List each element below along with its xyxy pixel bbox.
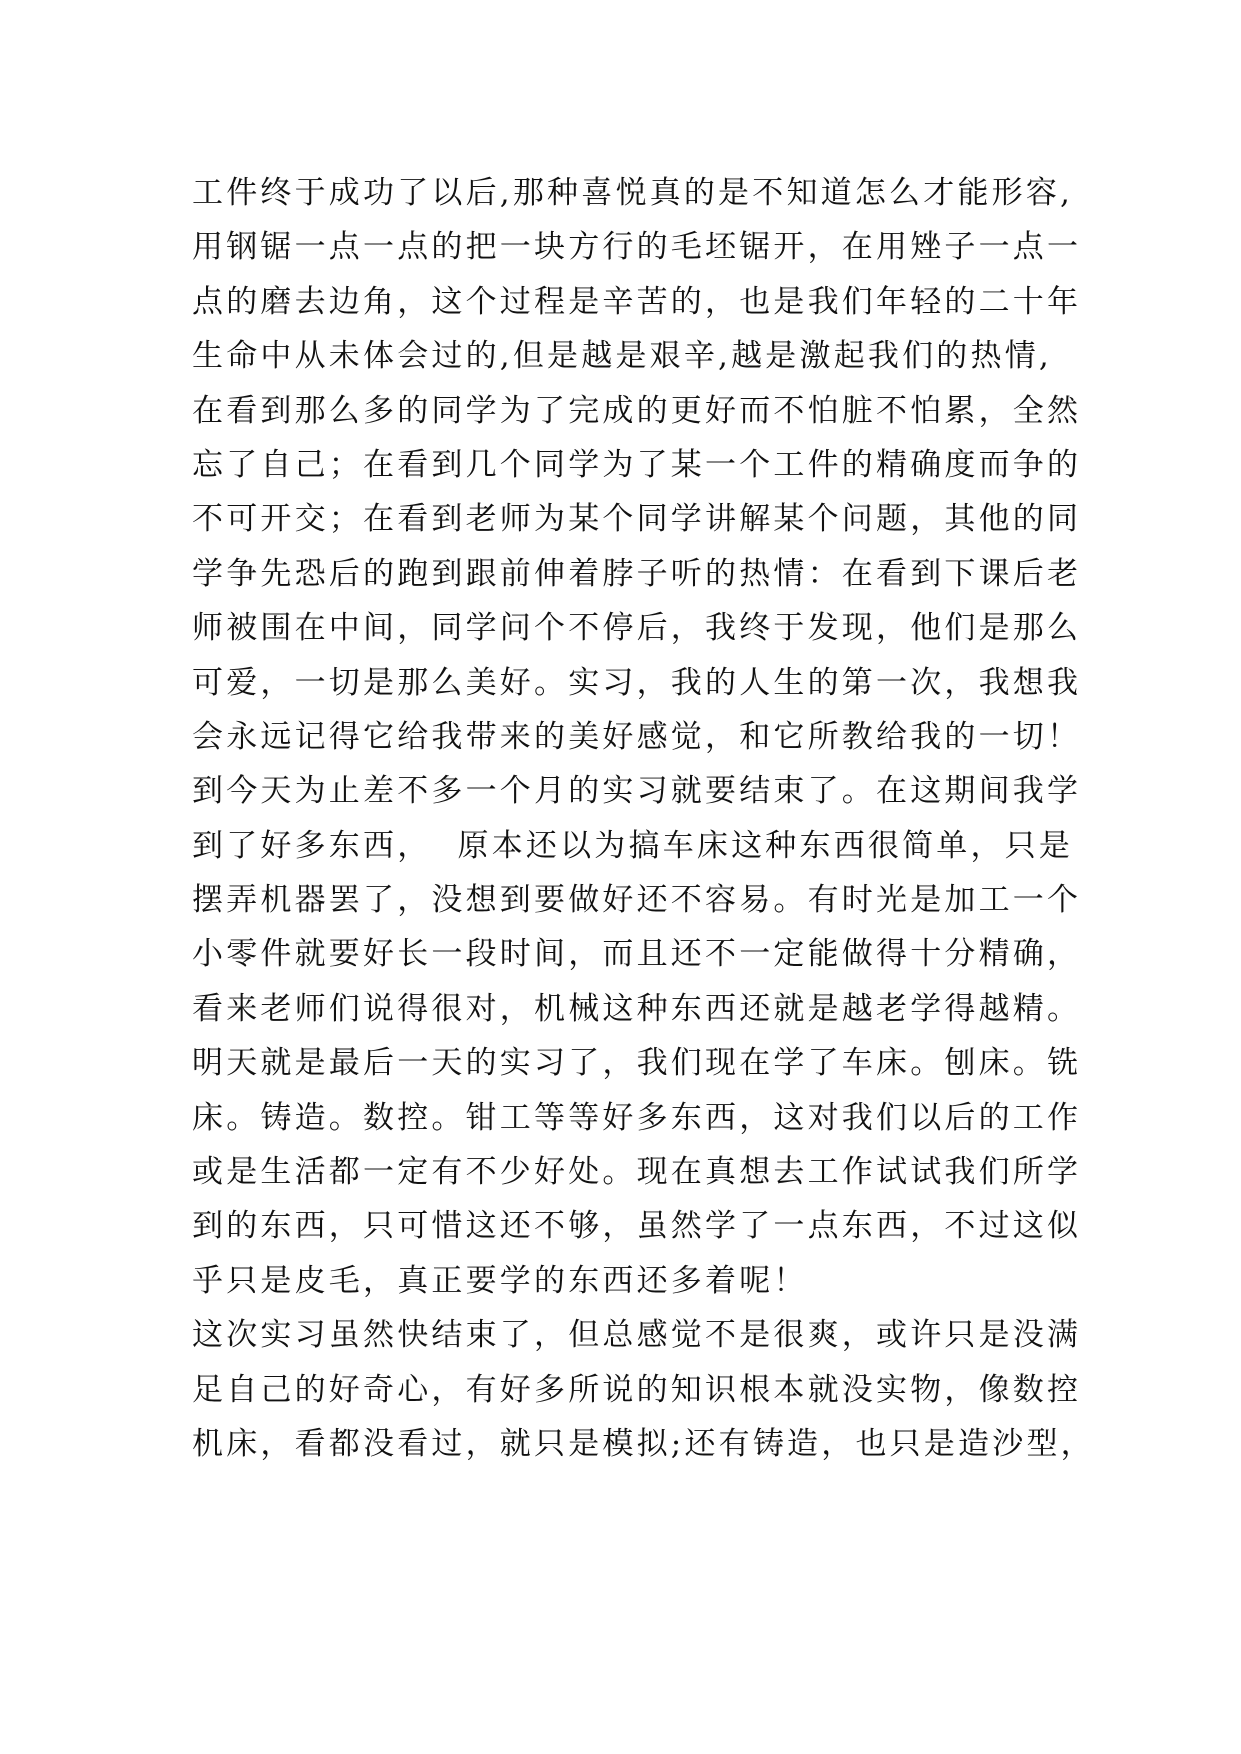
text-line: 会永远记得它给我带来的美好感觉，和它所教给我的一切！ (192, 718, 1082, 755)
text-line: 用钢锯一点一点的把一块方行的毛坯锯开，在用矬子一点一 (192, 229, 1082, 266)
text-line: 到今天为止差不多一个月的实习就要结束了。在这期间我学 (192, 773, 1082, 810)
text-line: 可爱，一切是那么美好。实习，我的人生的第一次，我想我 (192, 664, 1082, 701)
text-line: 不可开交；在看到老师为某个同学讲解某个问题，其他的同 (192, 501, 1082, 538)
text-line: 乎只是皮毛，真正要学的东西还多着呢！ (192, 1262, 808, 1299)
body-text (192, 166, 1095, 1471)
text-line: 小零件就要好长一段时间，而且还不一定能做得十分精确， (192, 936, 1082, 973)
text-line: 忘了自己；在看到几个同学为了某一个工件的精确度而争的 (192, 446, 1082, 483)
text-line: 摆弄机器罢了，没想到要做好还不容易。有时光是加工一个 (192, 882, 1082, 919)
text-line: 师被围在中间，同学问个不停后，我终于发现，他们是那么 (192, 610, 1082, 647)
text-line: 在看到那么多的同学为了完成的更好而不怕脏不怕累，全然 (192, 392, 1082, 429)
text-line: 这次实习虽然快结束了，但总感觉不是很爽，或许只是没满 (192, 1317, 1082, 1354)
text-line: 足自己的好奇心，有好多所说的知识根本就没实物，像数控 (192, 1371, 1082, 1408)
text-line: 点的磨去边角，这个过程是辛苦的，也是我们年轻的二十年 (192, 283, 1082, 320)
text-line: 生命中从未体会过的,但是越是艰辛,越是激起我们的热情, (192, 338, 1052, 375)
text-line: 床。铸造。数控。钳工等等好多东西，这对我们以后的工作 (192, 1099, 1082, 1136)
text-line: 或是生活都一定有不少好处。现在真想去工作试试我们所学 (192, 1154, 1082, 1191)
text-line: 到了好多东西， 原本还以为搞车床这种东西很简单，只是 (192, 827, 1074, 864)
text-line: 到的东西，只可惜这还不够，虽然学了一点东西，不过这似 (192, 1208, 1082, 1245)
text-line: 看来老师们说得很对，机械这种东西还就是越老学得越精。 (192, 990, 1082, 1027)
text-line: 工件终于成功了以后,那种喜悦真的是不知道怎么才能形容, (192, 175, 1074, 211)
text-line: 机床，看都没看过，就只是模拟;还有铸造，也只是造沙型， (192, 1425, 1095, 1462)
text-line: 学争先恐后的跑到跟前伸着脖子听的热情：在看到下课后老 (192, 555, 1082, 592)
text-line: 明天就是最后一天的实习了，我们现在学了车床。刨床。铣 (192, 1045, 1082, 1082)
